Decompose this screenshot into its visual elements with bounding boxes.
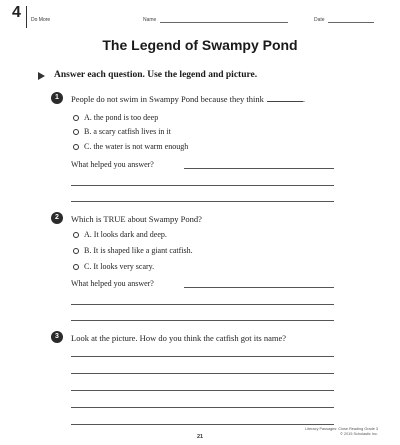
date-label: Date xyxy=(314,17,325,23)
question-2-answer-line-2[interactable] xyxy=(71,320,334,321)
section-label: Do More xyxy=(31,17,51,23)
option-label: B. It is shaped like a giant catfish. xyxy=(84,246,193,255)
section-number: 4 xyxy=(12,4,21,21)
question-1-number: 1 xyxy=(51,92,63,104)
question-1-answer-line-1[interactable] xyxy=(71,185,334,186)
name-label: Name xyxy=(143,17,157,23)
question-1-option-c[interactable] xyxy=(73,142,188,151)
question-3-answer-line-1[interactable] xyxy=(71,356,334,357)
question-1-helped-field[interactable] xyxy=(184,168,334,169)
question-1-text: People do not swim in Swampy Pond because they think . xyxy=(71,94,306,104)
question-1-text-content: People do not swim in Swampy Pond because they think xyxy=(71,94,264,104)
question-1-option-a[interactable] xyxy=(73,113,158,122)
option-label: A. It looks dark and deep. xyxy=(84,230,167,239)
question-3-answer-line-4[interactable] xyxy=(71,407,334,408)
question-2-option-a[interactable] xyxy=(73,230,167,239)
radio-circle-icon[interactable] xyxy=(73,129,79,135)
question-1-answer-line-2[interactable] xyxy=(71,201,334,202)
credit-line-2: © 2015 Scholastic Inc. xyxy=(340,432,378,436)
option-label: C. It looks very scary. xyxy=(84,262,155,271)
question-3-text: Look at the picture. How do you think the catfish got its name? xyxy=(71,333,287,343)
radio-circle-icon[interactable] xyxy=(73,115,79,121)
question-3-answer-line-5[interactable] xyxy=(71,424,334,425)
question-2-number: 2 xyxy=(51,212,63,224)
question-1-option-b[interactable] xyxy=(73,127,171,136)
question-2-answer-line-1[interactable] xyxy=(71,304,334,305)
option-label: B. a scary catfish lives in it xyxy=(84,127,171,136)
credit-line-1: Literacy Passages: Close Reading Grade 3 xyxy=(305,427,378,431)
page-number: 21 xyxy=(196,434,204,440)
question-1-helped-prompt: What helped you answer? xyxy=(71,160,154,169)
question-3-number: 3 xyxy=(51,331,63,343)
radio-circle-icon[interactable] xyxy=(73,264,79,270)
question-2-text: Which is TRUE about Swampy Pond? xyxy=(71,214,202,224)
page-title: The Legend of Swampy Pond xyxy=(102,37,298,53)
question-2-option-c[interactable] xyxy=(73,262,154,271)
question-2-helped-field[interactable] xyxy=(184,287,334,288)
radio-circle-icon[interactable] xyxy=(73,144,79,150)
name-field[interactable] xyxy=(160,22,288,23)
question-2-option-b[interactable] xyxy=(73,246,193,255)
option-label: A. the pond is too deep xyxy=(84,113,159,122)
question-1-inline-blank xyxy=(267,101,303,102)
header-divider xyxy=(26,6,27,28)
question-2-helped-prompt: What helped you answer? xyxy=(71,279,154,288)
date-field[interactable] xyxy=(328,22,374,23)
instructions: Answer each question. Use the legend and picture. xyxy=(54,70,258,80)
question-3-answer-line-2[interactable] xyxy=(71,373,334,374)
radio-circle-icon[interactable] xyxy=(73,232,79,238)
option-label: C. the water is not warm enough xyxy=(84,142,189,151)
radio-circle-icon[interactable] xyxy=(73,248,79,254)
arrow-right-icon xyxy=(38,72,45,80)
question-3-answer-line-3[interactable] xyxy=(71,390,334,391)
